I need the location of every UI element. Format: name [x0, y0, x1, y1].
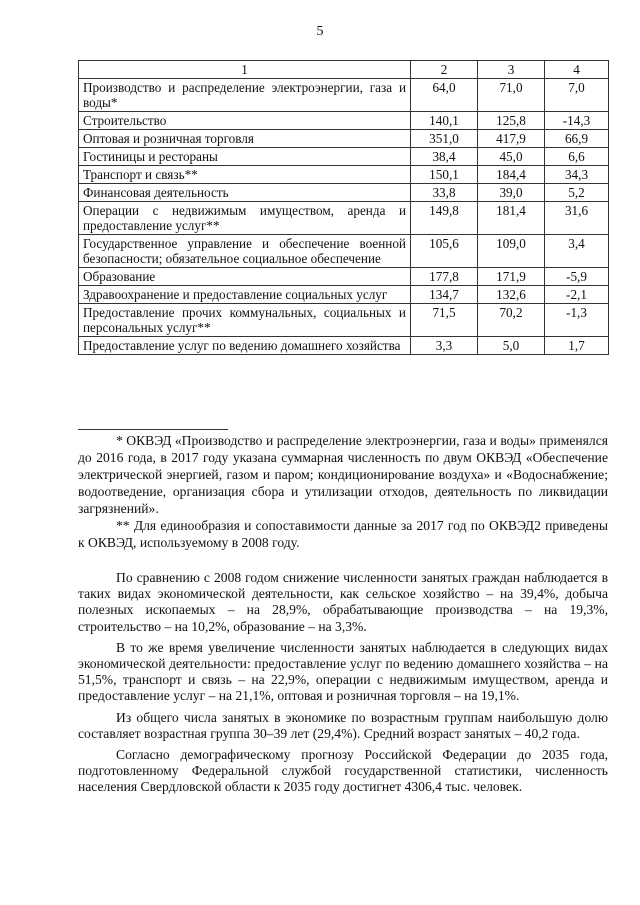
- value-cell: 5,2: [545, 184, 609, 202]
- table-row: [79, 79, 609, 112]
- value-cell: 5,0: [478, 337, 545, 355]
- value-cell: 64,0: [411, 79, 478, 112]
- activity-name-cell: Оптовая и розничная торговля: [79, 130, 411, 148]
- value-cell: 125,8: [478, 112, 545, 130]
- value-cell: 105,6: [411, 235, 478, 268]
- value-cell: -14,3: [545, 112, 609, 130]
- value-cell: 134,7: [411, 286, 478, 304]
- value-cell: 177,8: [411, 268, 478, 286]
- header-cell: 2: [411, 61, 478, 79]
- paragraph: Согласно демографическому прогнозу Российской Федерации до 2035 года, подготовленному Федеральной службой государственной статистики, численность населения Свердловской области к 2035 году достигнет 4306,4 тыс. человек.: [78, 747, 608, 795]
- table-row: [79, 184, 609, 202]
- value-cell: 149,8: [411, 202, 478, 235]
- table-row: [79, 166, 609, 184]
- activity-name-cell: Предоставление услуг по ведению домашнего хозяйства: [79, 337, 411, 355]
- table-header-row: [79, 61, 609, 79]
- value-cell: 109,0: [478, 235, 545, 268]
- table-row: [79, 130, 609, 148]
- value-cell: 351,0: [411, 130, 478, 148]
- header-cell: 3: [478, 61, 545, 79]
- value-cell: 33,8: [411, 184, 478, 202]
- header-cell: 1: [79, 61, 411, 79]
- value-cell: 39,0: [478, 184, 545, 202]
- value-cell: 184,4: [478, 166, 545, 184]
- value-cell: 150,1: [411, 166, 478, 184]
- value-cell: 1,7: [545, 337, 609, 355]
- table-row: [79, 304, 609, 337]
- activity-name-cell: Государственное управление и обеспечение военной безопасности; обязательное социальное обеспечение: [79, 235, 411, 268]
- value-cell: 31,6: [545, 202, 609, 235]
- value-cell: 417,9: [478, 130, 545, 148]
- value-cell: 7,0: [545, 79, 609, 112]
- paragraph: Из общего числа занятых в экономике по возрастным группам наибольшую долю составляет возрастная группа 30–39 лет (29,4%). Средний возраст занятых – 40,2 года.: [78, 709, 608, 741]
- value-cell: 3,4: [545, 235, 609, 268]
- footnote: * ОКВЭД «Производство и распределение электроэнергии, газа и воды» применялся до 2016 года, в 2017 году указана суммарная численность по двум ОКВЭД «Обеспечение электрической энергией, газом и паром; кондиционирование воздуха» и «Водоснабжение; водоотведение, организация сбора и утилизации отходов, деятельность по ликвидации загрязнений».: [78, 433, 608, 516]
- activity-name-cell: Гостиницы и рестораны: [79, 148, 411, 166]
- footnote: ** Для единообразия и сопоставимости данные за 2017 год по ОКВЭД2 приведены к ОКВЭД, используемому в 2008 году.: [78, 518, 608, 550]
- table-row: [79, 235, 609, 268]
- value-cell: -1,3: [545, 304, 609, 337]
- activity-name-cell: Строительство: [79, 112, 411, 130]
- value-cell: 66,9: [545, 130, 609, 148]
- footnote-divider: [78, 429, 228, 430]
- value-cell: 45,0: [478, 148, 545, 166]
- value-cell: 6,6: [545, 148, 609, 166]
- footnotes: [78, 432, 608, 551]
- table-row: [79, 337, 609, 355]
- value-cell: 3,3: [411, 337, 478, 355]
- activity-name-cell: Предоставление прочих коммунальных, социальных и персональных услуг**: [79, 304, 411, 337]
- value-cell: 132,6: [478, 286, 545, 304]
- activity-name-cell: Здравоохранение и предоставление социальных услуг: [79, 286, 411, 304]
- value-cell: 70,2: [478, 304, 545, 337]
- table-row: [79, 112, 609, 130]
- value-cell: 38,4: [411, 148, 478, 166]
- activity-name-cell: Производство и распределение электроэнергии, газа и воды*: [79, 79, 411, 112]
- value-cell: 140,1: [411, 112, 478, 130]
- value-cell: 71,5: [411, 304, 478, 337]
- page-number: 5: [316, 24, 324, 39]
- value-cell: 71,0: [478, 79, 545, 112]
- activity-name-cell: Операции с недвижимым имуществом, аренда и предоставление услуг**: [79, 202, 411, 235]
- value-cell: 171,9: [478, 268, 545, 286]
- paragraph: По сравнению с 2008 годом снижение численности занятых граждан наблюдается в таких видах экономической деятельности, как сельское хозяйство – на 39,4%, добыча полезных ископаемых – на 28,9%, обрабатывающие производства – на 19,3%, строительство – на 10,2%, образование – на 3,3%.: [78, 570, 608, 634]
- value-cell: 34,3: [545, 166, 609, 184]
- activity-name-cell: Образование: [79, 268, 411, 286]
- value-cell: -5,9: [545, 268, 609, 286]
- activity-name-cell: Финансовая деятельность: [79, 184, 411, 202]
- table-row: [79, 268, 609, 286]
- table-row: [79, 148, 609, 166]
- value-cell: 181,4: [478, 202, 545, 235]
- body-text: [78, 570, 608, 801]
- value-cell: -2,1: [545, 286, 609, 304]
- header-cell: 4: [545, 61, 609, 79]
- paragraph: В то же время увеличение численности занятых наблюдается в следующих видах экономической деятельности: предоставление услуг по ведению домашнего хозяйства – на 51,5%, транспорт и связь – на 22,9%, операции с недвижимым имуществом, аренда и предоставление услуг – на 21,1%, оптовая и розничная торговля – на 19,1%.: [78, 639, 608, 704]
- activity-name-cell: Транспорт и связь**: [79, 166, 411, 184]
- employment-table: [78, 60, 609, 355]
- table-row: [79, 202, 609, 235]
- table-row: [79, 286, 609, 304]
